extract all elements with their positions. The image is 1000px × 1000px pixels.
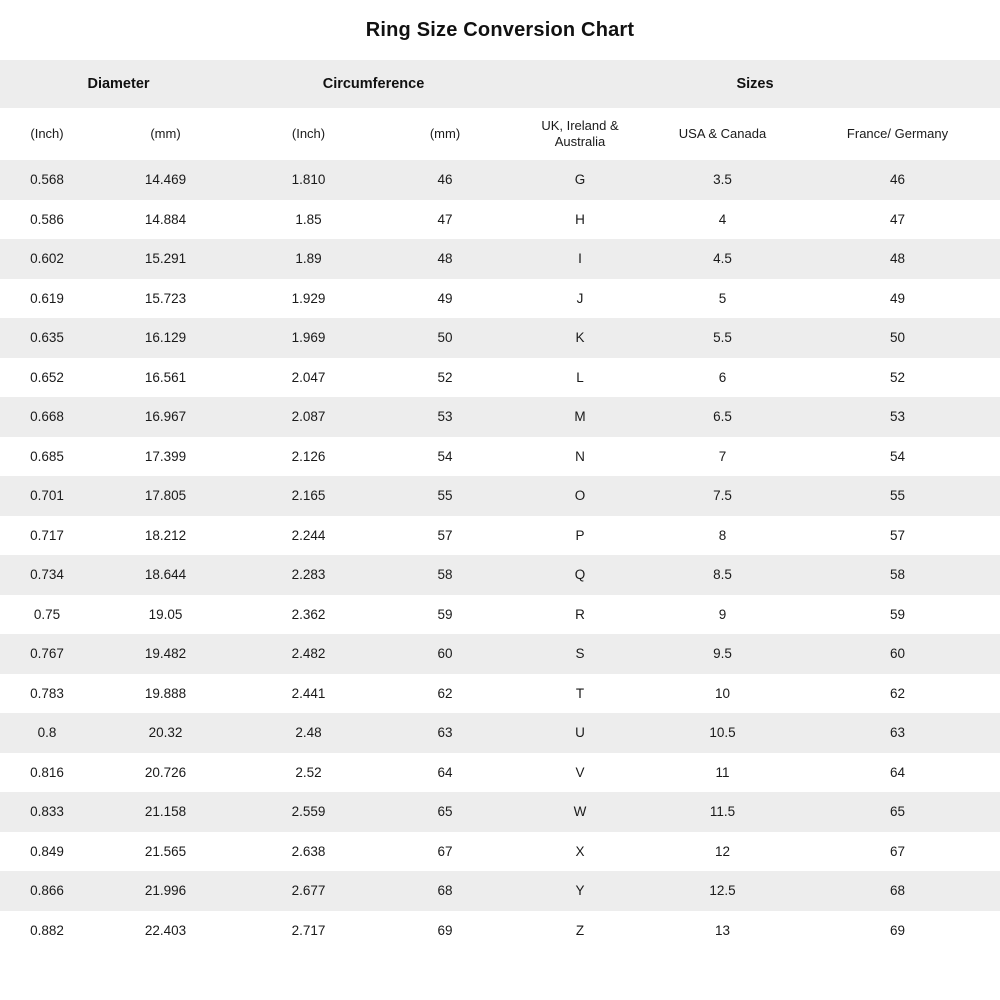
- cell-diameter-inch: 0.568: [30, 172, 64, 188]
- table-row: [0, 516, 1000, 556]
- cell-diameter-inch: 0.882: [30, 922, 64, 938]
- table-row: [0, 674, 1000, 714]
- cell-size-uk: L: [576, 369, 584, 385]
- cell-circumference-mm: 60: [437, 646, 453, 662]
- cell-size-usa: 10.5: [709, 725, 736, 741]
- cell-diameter-mm: 17.399: [144, 448, 187, 464]
- cell-circumference-inch: 1.89: [295, 251, 322, 267]
- cell-size-uk: G: [574, 172, 586, 188]
- cell-size-usa: 11.5: [709, 804, 736, 820]
- sub-header-diameter-mm: (mm): [150, 125, 181, 141]
- cell-diameter-inch: 0.668: [30, 409, 64, 425]
- cell-diameter-inch: 0.685: [30, 448, 64, 464]
- table-row: [0, 279, 1000, 319]
- cell-circumference-inch: 2.559: [291, 804, 326, 820]
- table-row: [0, 160, 1000, 200]
- cell-size-france-germany: 59: [889, 606, 906, 622]
- table-row: [0, 871, 1000, 911]
- cell-diameter-mm: 18.644: [144, 567, 187, 583]
- cell-size-uk: M: [574, 409, 586, 425]
- cell-diameter-inch: 0.619: [30, 290, 64, 306]
- cell-circumference-inch: 2.165: [291, 488, 326, 504]
- cell-circumference-mm: 63: [437, 725, 453, 741]
- table-row: [0, 200, 1000, 240]
- cell-diameter-inch: 0.866: [30, 883, 64, 899]
- cell-diameter-inch: 0.717: [30, 527, 64, 543]
- cell-diameter-mm: 21.996: [144, 883, 187, 899]
- table-row: [0, 792, 1000, 832]
- cell-size-uk: Q: [574, 567, 586, 583]
- cell-size-usa: 6.5: [713, 409, 732, 425]
- cell-size-uk: S: [575, 646, 585, 662]
- cell-size-usa: 4: [718, 211, 727, 227]
- cell-size-france-germany: 69: [889, 922, 906, 938]
- cell-circumference-inch: 2.677: [291, 883, 326, 899]
- table-row: [0, 358, 1000, 398]
- cell-circumference-mm: 50: [437, 330, 453, 346]
- cell-size-usa: 5: [718, 290, 727, 306]
- cell-circumference-inch: 2.717: [291, 922, 326, 938]
- cell-size-uk: U: [575, 725, 585, 741]
- cell-circumference-mm: 49: [437, 290, 453, 306]
- table-row: [0, 555, 1000, 595]
- cell-circumference-inch: 2.52: [295, 764, 322, 780]
- cell-diameter-inch: 0.652: [30, 369, 64, 385]
- cell-circumference-mm: 62: [437, 685, 453, 701]
- cell-size-usa: 6: [718, 369, 727, 385]
- cell-circumference-inch: 2.283: [291, 567, 326, 583]
- cell-diameter-mm: 14.469: [144, 172, 187, 188]
- cell-diameter-inch: 0.849: [30, 843, 64, 859]
- cell-size-usa: 9.5: [713, 646, 732, 662]
- cell-size-france-germany: 57: [889, 527, 906, 543]
- table-head: [0, 60, 1000, 160]
- cell-diameter-mm: 16.561: [144, 369, 187, 385]
- cell-diameter-mm: 21.565: [144, 843, 187, 859]
- cell-circumference-mm: 64: [437, 764, 453, 780]
- cell-size-france-germany: 65: [889, 804, 906, 820]
- cell-size-uk: O: [574, 488, 586, 504]
- cell-size-uk: T: [575, 685, 585, 701]
- cell-size-uk: J: [576, 290, 584, 306]
- cell-size-france-germany: 52: [889, 369, 906, 385]
- cell-circumference-inch: 2.047: [291, 369, 326, 385]
- cell-circumference-mm: 58: [437, 567, 453, 583]
- sub-header-circumference-inch: (Inch): [291, 125, 326, 141]
- cell-size-usa: 12: [714, 843, 731, 859]
- sub-header-usa-canada: USA & Canada: [678, 125, 767, 141]
- cell-diameter-mm: 22.403: [144, 922, 187, 938]
- cell-size-uk: W: [573, 804, 587, 820]
- cell-circumference-inch: 2.48: [295, 725, 322, 741]
- cell-size-france-germany: 48: [889, 251, 906, 267]
- cell-circumference-inch: 2.087: [291, 409, 326, 425]
- table-row: [0, 911, 1000, 951]
- cell-diameter-mm: 20.32: [148, 725, 183, 741]
- cell-size-france-germany: 62: [889, 685, 906, 701]
- cell-diameter-inch: 0.635: [30, 330, 64, 346]
- cell-size-france-germany: 54: [889, 448, 906, 464]
- cell-diameter-inch: 0.783: [30, 685, 64, 701]
- group-header-diameter: Diameter: [87, 76, 150, 92]
- cell-diameter-inch: 0.734: [30, 567, 64, 583]
- cell-diameter-mm: 19.888: [144, 685, 187, 701]
- cell-diameter-mm: 16.967: [144, 409, 187, 425]
- cell-circumference-mm: 68: [437, 883, 453, 899]
- cell-size-uk: Y: [575, 883, 585, 899]
- cell-circumference-inch: 2.482: [291, 646, 326, 662]
- cell-circumference-mm: 54: [437, 448, 453, 464]
- cell-size-usa: 8: [718, 527, 727, 543]
- cell-diameter-mm: 15.723: [144, 290, 187, 306]
- cell-circumference-mm: 67: [437, 843, 453, 859]
- cell-size-france-germany: 58: [889, 567, 906, 583]
- cell-circumference-mm: 53: [437, 409, 453, 425]
- cell-circumference-mm: 65: [437, 804, 453, 820]
- cell-diameter-mm: 17.805: [144, 488, 187, 504]
- cell-size-uk: K: [575, 330, 585, 346]
- cell-size-uk: R: [575, 606, 585, 622]
- cell-diameter-inch: 0.833: [30, 804, 64, 820]
- cell-size-france-germany: 50: [889, 330, 906, 346]
- cell-diameter-mm: 15.291: [144, 251, 187, 267]
- cell-circumference-mm: 69: [437, 922, 453, 938]
- table-row: [0, 437, 1000, 477]
- table-row: [0, 713, 1000, 753]
- cell-diameter-inch: 0.767: [30, 646, 64, 662]
- cell-size-uk: I: [578, 251, 582, 267]
- cell-diameter-mm: 19.05: [148, 606, 183, 622]
- cell-circumference-inch: 2.244: [291, 527, 326, 543]
- cell-diameter-mm: 19.482: [144, 646, 187, 662]
- cell-circumference-mm: 57: [437, 527, 453, 543]
- cell-diameter-inch: 0.816: [30, 764, 64, 780]
- ring-size-conversion-table: [0, 60, 1000, 950]
- cell-size-usa: 5.5: [713, 330, 732, 346]
- cell-size-uk: Z: [575, 922, 585, 938]
- cell-circumference-mm: 48: [437, 251, 453, 267]
- cell-size-uk: V: [575, 764, 585, 780]
- cell-size-france-germany: 64: [889, 764, 906, 780]
- cell-circumference-inch: 1.929: [291, 290, 326, 306]
- cell-size-france-germany: 46: [889, 172, 906, 188]
- cell-size-france-germany: 53: [889, 409, 906, 425]
- cell-size-uk: H: [575, 211, 585, 227]
- cell-diameter-inch: 0.586: [30, 211, 64, 227]
- cell-circumference-inch: 2.126: [291, 448, 326, 464]
- cell-circumference-mm: 52: [437, 369, 453, 385]
- table-row: [0, 753, 1000, 793]
- cell-size-usa: 11: [715, 764, 730, 780]
- cell-circumference-mm: 46: [437, 172, 453, 188]
- table-row: [0, 239, 1000, 279]
- cell-diameter-mm: 14.884: [144, 211, 187, 227]
- cell-size-usa: 10: [714, 685, 731, 701]
- table-row: [0, 476, 1000, 516]
- cell-size-france-germany: 63: [889, 725, 906, 741]
- sub-header-france-germany: France/ Germany: [846, 125, 949, 141]
- cell-circumference-inch: 2.362: [291, 606, 326, 622]
- cell-circumference-inch: 2.441: [291, 685, 326, 701]
- sub-header-circumference-mm: (mm): [429, 125, 461, 141]
- cell-circumference-inch: 1.969: [291, 330, 326, 346]
- cell-size-usa: 7: [718, 448, 727, 464]
- cell-size-usa: 7.5: [713, 488, 732, 504]
- cell-circumference-inch: 2.638: [291, 843, 326, 859]
- cell-size-france-germany: 60: [889, 646, 906, 662]
- cell-circumference-inch: 1.810: [291, 172, 326, 188]
- cell-size-usa: 13: [714, 922, 731, 938]
- cell-size-uk: X: [575, 843, 585, 859]
- cell-size-usa: 8.5: [713, 567, 732, 583]
- cell-diameter-mm: 21.158: [144, 804, 187, 820]
- cell-circumference-mm: 55: [437, 488, 453, 504]
- cell-size-usa: 9: [718, 606, 727, 622]
- cell-size-france-germany: 67: [889, 843, 906, 859]
- cell-circumference-mm: 59: [437, 606, 453, 622]
- cell-diameter-inch: 0.602: [30, 251, 64, 267]
- cell-diameter-mm: 20.726: [144, 764, 187, 780]
- page-title: Ring Size Conversion Chart: [365, 19, 635, 41]
- cell-size-france-germany: 55: [889, 488, 906, 504]
- cell-size-france-germany: 47: [889, 211, 906, 227]
- cell-diameter-mm: 16.129: [144, 330, 187, 346]
- group-header-circumference: Circumference: [322, 76, 425, 92]
- sub-header-row: [0, 108, 1000, 160]
- cell-size-france-germany: 49: [889, 290, 906, 306]
- table-body: [0, 160, 1000, 950]
- sub-header-diameter-inch: (Inch): [30, 125, 64, 141]
- cell-size-usa: 4.5: [713, 251, 732, 267]
- cell-size-france-germany: 68: [889, 883, 906, 899]
- cell-diameter-inch: 0.8: [37, 725, 57, 741]
- table-row: [0, 318, 1000, 358]
- group-header-sizes: Sizes: [736, 76, 774, 92]
- cell-diameter-inch: 0.701: [30, 488, 64, 504]
- cell-circumference-mm: 47: [437, 211, 453, 227]
- cell-circumference-inch: 1.85: [295, 211, 322, 227]
- table-row: [0, 634, 1000, 674]
- cell-diameter-mm: 18.212: [144, 527, 187, 543]
- table-row: [0, 595, 1000, 635]
- cell-size-uk: N: [575, 448, 585, 464]
- cell-size-uk: P: [575, 527, 585, 543]
- sub-header-uk-ireland-australia: UK, Ireland & Australia: [541, 117, 619, 149]
- cell-size-usa: 12.5: [709, 883, 736, 899]
- cell-diameter-inch: 0.75: [33, 606, 61, 622]
- table-row: [0, 832, 1000, 872]
- table-row: [0, 397, 1000, 437]
- cell-size-usa: 3.5: [713, 172, 732, 188]
- group-header-row: [0, 60, 1000, 108]
